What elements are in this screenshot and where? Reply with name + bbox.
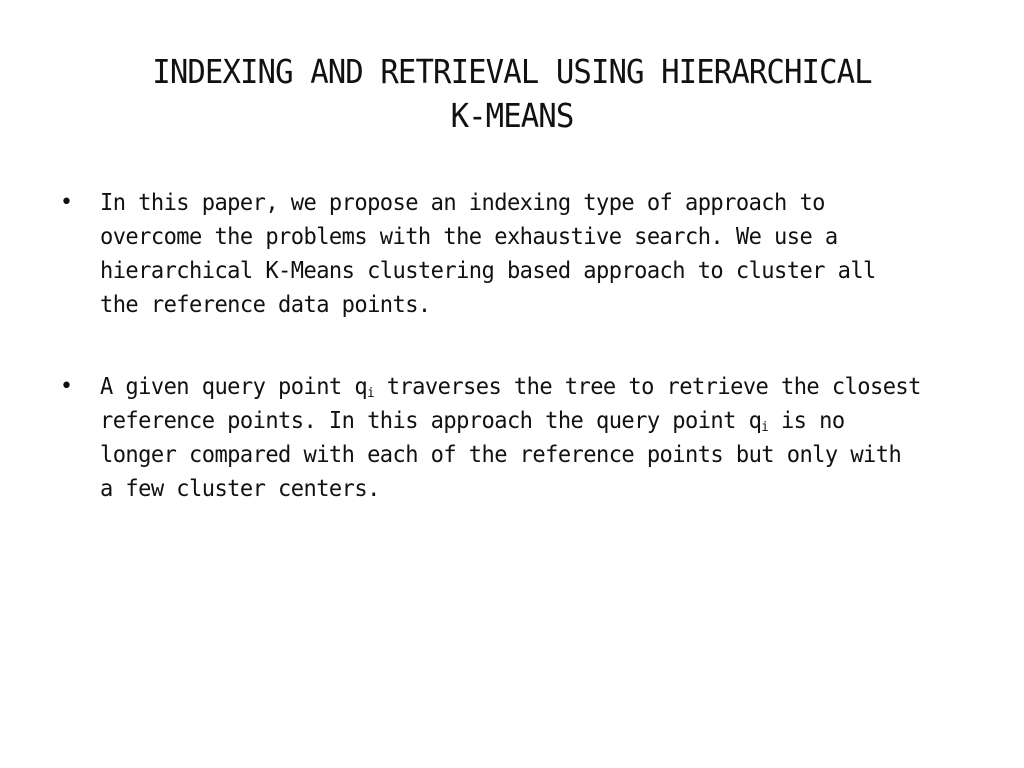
bullet-list <box>58 186 958 554</box>
bullet-2-part-3: is no longer compared with each of the reference points but only with a few cluster centers. <box>100 408 902 502</box>
title-line-1: INDEXING AND RETRIEVAL USING HIERARCHICAL <box>152 52 872 91</box>
slide-title <box>92 50 933 138</box>
bullet-marker-1: • <box>60 190 73 215</box>
bullet-item-1 <box>58 186 958 322</box>
bullet-2-part-1: A given query point q <box>100 374 368 400</box>
bullet-item-2 <box>58 370 958 506</box>
bullet-marker-2: • <box>60 374 73 399</box>
subscript-i-1: i <box>367 386 375 401</box>
bullet-text-2 <box>100 370 924 506</box>
title-line-2: K-MEANS <box>450 96 574 135</box>
bullet-text-1: In this paper, we propose an indexing type of approach to overcome the problems with the exhaustive search. We use a hierarchical K-Means clustering based approach to cluster all the reference data points. <box>100 190 876 318</box>
bullet-2-part-2: traverses the tree to retrieve the closest reference points. In this approach the query point q <box>100 374 921 434</box>
subscript-i-2: i <box>761 420 769 435</box>
